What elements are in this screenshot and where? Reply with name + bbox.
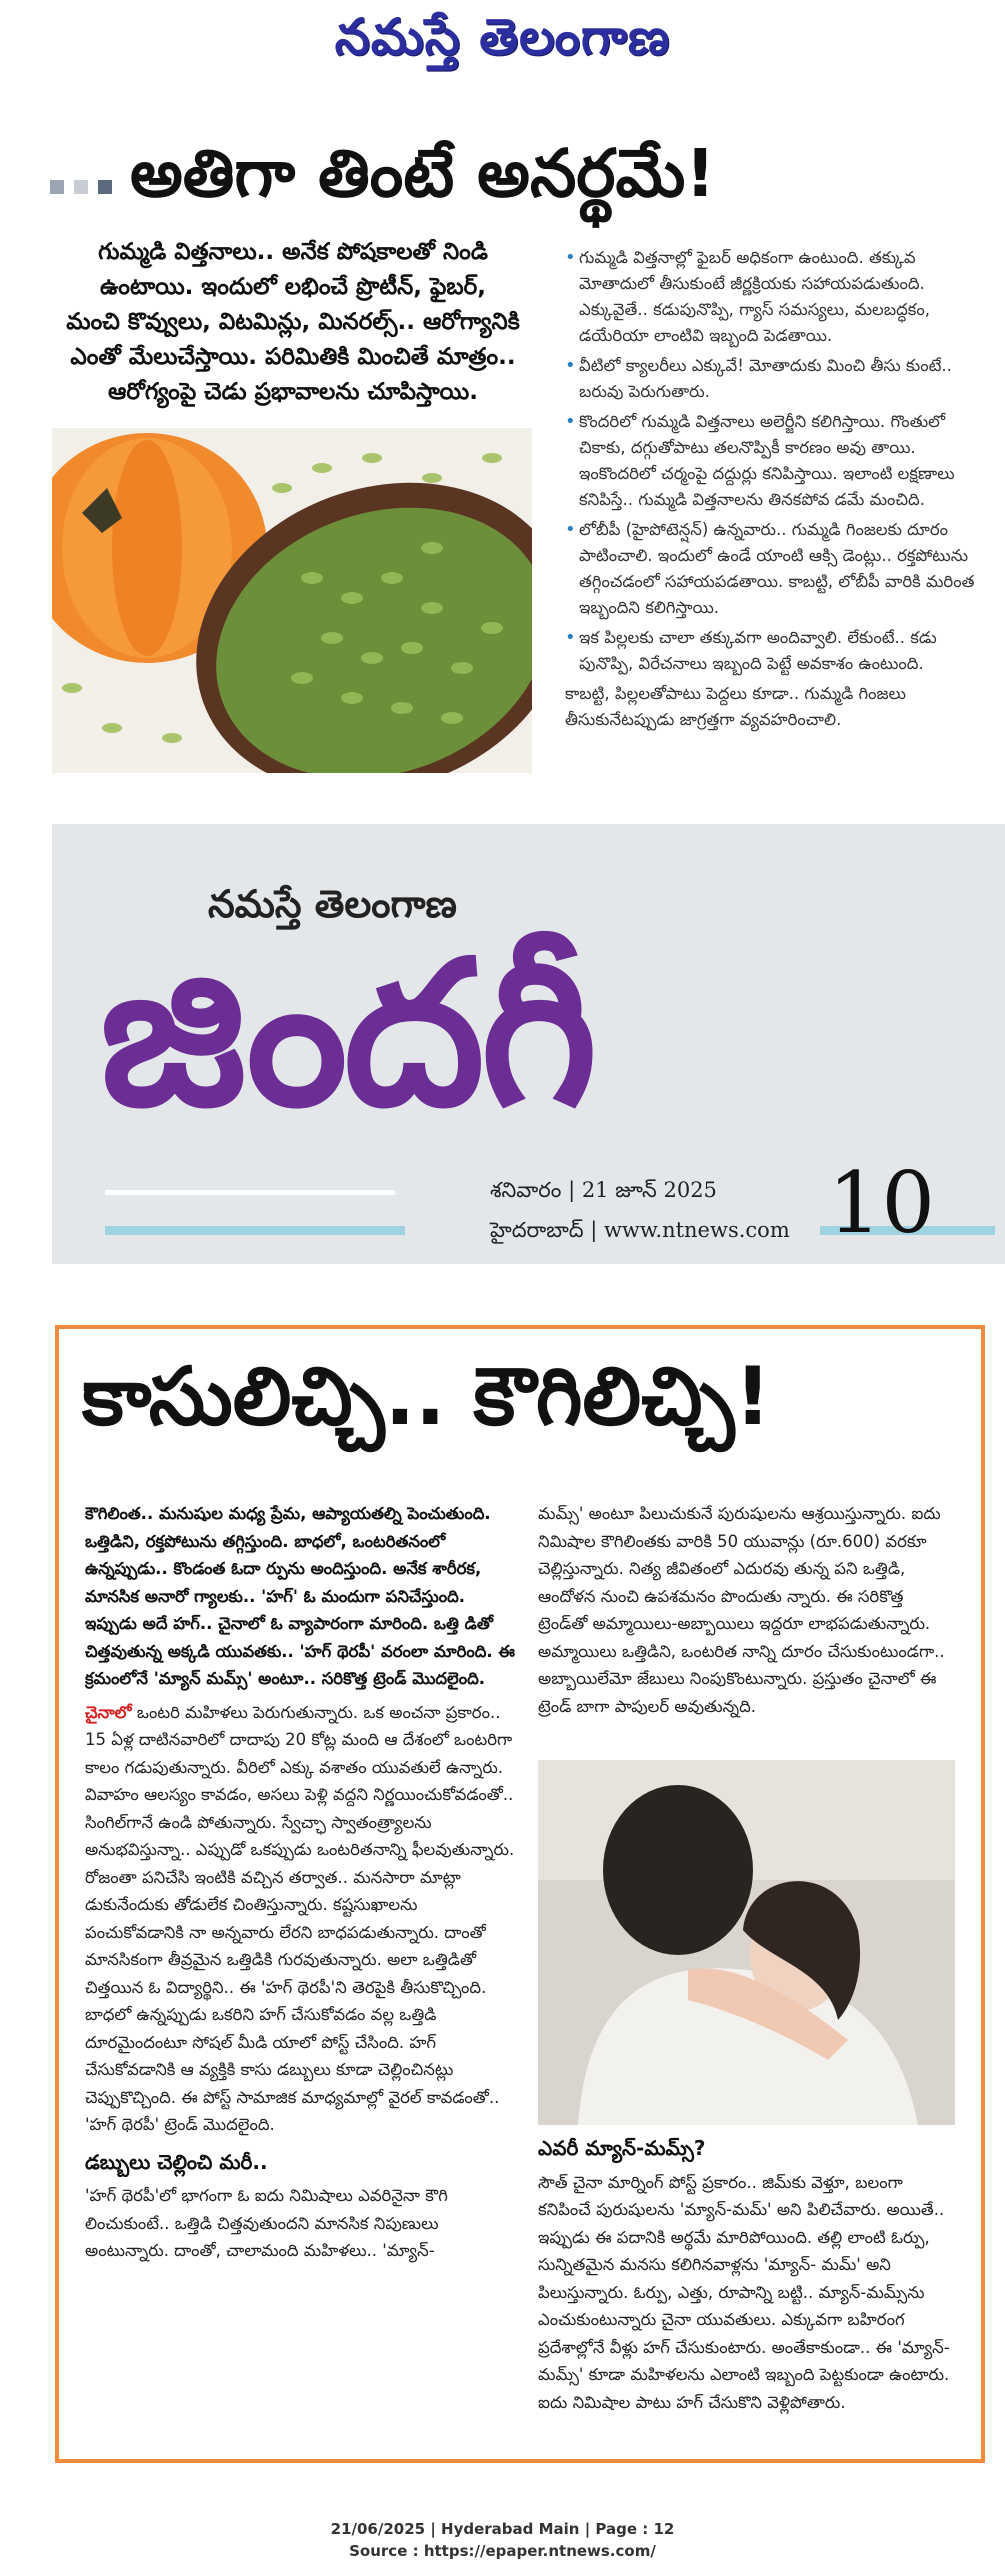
banner-brand: నమస్తే తెలంగాణ xyxy=(208,882,457,926)
banner-title: జిందగీ xyxy=(100,918,594,1151)
article1-intro xyxy=(48,235,538,410)
paragraph-text: ఒంటరి మహిళలు పెరుగుతున్నారు. ఒక అంచనా ప్రకారం.. 15 ఏళ్ల దాటినవారిలో దాదాపు 20 కోట్ల మంది ఆ దేశంలో ఒంటరిగా కాలం గడుపుతున్నారు. వీరిలో ఎక్కు వశాతం యువతులే ఉన్నారు. వివాహం ఆలస్యం కావడం, అసలు పెళ్లి వద్దని నిర్ణయించుకోవడంతో.. సింగిల్‌గానే ఉండి పోతున్నారు. స్వేచ్ఛా స్వాతంత్ర్యాలను అనుభవిస్తున్నా.. ఎప్పుడో ఒకప్పుడు ఒంటరితనాన్ని ఫీలవుతున్నారు. రోజంతా పనిచేసి ఇంటికి వచ్చిన తర్వాత.. మనసారా మాట్లా డుకునేందుకు తోడులేక చింతిస్తున్నారు. కష్టసుఖాలను పంచుకోవడానికి నా అన్నవారు లేరని బాధపడుతున్నారు. దాంతో మానసికంగా తీవ్రమైన ఒత్తిడికి గురవుతున్నారు. అలా ఒత్తిడితో చిత్తయిన ఓ విద్యార్థిని.. ఈ 'హగ్ థెరపీ'ని తెరపైకి తీసుకొచ్చింది. బాధలో ఉన్నప్పుడు ఒకరిని హగ్ చేసుకోవడం వల్ల ఒత్తిడి దూరమైందంటూ సోషల్ మీడి యాలో పోస్ట్ చేసింది. హగ్ చేసుకోవడానికి ఆ వ్యక్తికి కాసు డబ్బులు కూడా చెల్లించినట్లు చెప్పుకొచ్చింది. ఈ పోస్ట్ సామాజిక మాధ్యమాల్లో వైరల్ కావడంతో.. 'హగ్ థెరపీ' ట్రెండ్ మొదలైంది. xyxy=(85,1702,515,2134)
subheading: డబ్బులు చెల్లించి మరీ.. xyxy=(85,2149,268,2174)
lead-word: చైనాలో xyxy=(85,1702,132,1722)
bullet-item: • గుమ్మడి విత్తనాల్లో ఫైబర్ అధికంగా ఉంటుంది. తక్కువ మోతాదులో తీసుకుంటే జీర్ణక్రియకు సహాయపడుతుంది. ఎక్కువైతే.. కడుపునొప్పి, గ్యాస్ సమస్యలు, మలబద్ధకం, డయేరియా లాంటివి ఇబ్బంది పెడతాయి. xyxy=(579,245,995,349)
pumpkin-seeds-photo xyxy=(52,428,532,773)
bullets-tail: కాబట్టి, పిల్లలతోపాటు పెద్దలు కూడా.. గుమ్మడి గింజలు తీసుకునేటప్పుడు జాగ్రత్తగా వ్యవహరించాలి. xyxy=(565,684,907,729)
paragraph: 'హగ్ థెరపీ'లో భాగంగా ఓ ఐదు నిమిషాలు ఎవరినైనా కౌగి లించుకుంటే.. ఒత్తిడి చిత్తవుతుందని మానసిక నిపుణులు అంటున్నారు. దాంతో, చాలామంది మహిళలు.. 'మ్యాన్- xyxy=(85,2186,448,2260)
masthead-title: నమస్తే తెలంగాణ xyxy=(334,8,671,66)
article1-headline: అతిగా తింటే అనర్థమే! xyxy=(130,135,716,212)
bullet-item: • ఇక పిల్లలకు చాలా తక్కువగా అందివ్వాలి. లేకుంటే.. కడు పునొప్పి, విరేచనాలు ఇబ్బంది పెట్టే అవకాశం ఉంటుంది. xyxy=(579,625,995,677)
article1-bullets xyxy=(565,245,995,733)
banner-rule xyxy=(105,1226,405,1235)
banner-page-number: 10 xyxy=(828,1154,935,1252)
decorative-square xyxy=(74,180,88,194)
bullet-item: • వీటిలో క్యాలరీలు ఎక్కువే! మోతాదుకు మించి తీసు కుంటే.. బరువు పెరుగుతారు. xyxy=(579,353,995,405)
banner-rule xyxy=(105,1190,395,1195)
article2-right-column-bottom xyxy=(538,2135,958,2422)
couple-hug-photo xyxy=(538,1760,955,2125)
intro-line: ఉంటాయి. ఇందులో లభించే ప్రొటీన్, ఫైబర్, xyxy=(99,274,487,300)
article2-left-column xyxy=(85,1500,515,2271)
footer-source: Source : https://epaper.ntnews.com/ xyxy=(349,2542,656,2560)
bullet-item: • లోబీపీ (హైపోటెన్షన్) ఉన్నవారు.. గుమ్మడి గింజలకు దూరం పాటించాలి. ఇందులో ఉండే యాంటి ఆక్సి డెంట్లు.. రక్తపోటును తగ్గించడంలో సహాయపడతాయి. కాబట్టి, లోబీపీ వారికి మరింత ఇబ్బందిని కలిగిస్తాయి. xyxy=(579,517,995,621)
decorative-square xyxy=(98,180,112,194)
intro-line: ఆరోగ్యంపై చెడు ప్రభావాలను చూపిస్తాయి. xyxy=(108,379,478,405)
intro-line: ఎంతో మేలుచేస్తాయి. పరిమితికి మించితే మాత్రం.. xyxy=(70,344,516,370)
bullet-item: • కొందరిలో గుమ్మడి విత్తనాలు అలెర్జీని కలిగిస్తాయి. గొంతులో చికాకు, దగ్గుతోపాటు తలనొప్పికీ కారణం అవు తాయి. ఇంకొందరిలో చర్మంపై దద్దుర్లు కనిపిస్తాయి. ఇలాంటి లక్షణాలు కనిపిస్తే.. గుమ్మడి విత్తనాలను తినకపోవ డమే మంచిది. xyxy=(579,409,995,513)
paragraph: సౌత్ చైనా మార్నింగ్ పోస్ట్ ప్రకారం.. జిమ్‌కు వెళ్తూ, బలంగా కనిపించే పురుషులను 'మ్యాన్-మమ్' అని పిలిచేవారు. అయితే.. ఇప్పుడు ఈ పదానికి అర్థమే మారిపోయింది. తల్లి లాంటి ఓర్పు, సున్నితమైన మనసు కలిగినవాళ్లను 'మ్యాన్- మమ్' అని పిలుస్తున్నారు. ఓర్పు, ఎత్తు, రూపాన్ని బట్టి.. మ్యాన్-మమ్స్‌ను ఎంచుకుంటున్నారు చైనా యువతులు. ఎక్కువగా బహిరంగ ప్రదేశాల్లోనే వీళ్లు హగ్ చేసుకుంటారు. అంతేకాకుండా.. ఈ 'మ్యాన్-మమ్స్' కూడా మహిళలను ఎలాంటి ఇబ్బంది పెట్టకుండా ఉంటారు. ఐదు నిమిషాల పాటు హగ్ చేసుకొని వెళ్లిపోతారు. xyxy=(538,2172,950,2412)
paragraph xyxy=(85,1699,515,2139)
article2-headline: కాసులిచ్చి.. కౌగిలిచ్చి! xyxy=(82,1350,772,1443)
intro-line: గుమ్మడి విత్తనాలు.. అనేక పోషకాలతో నిండి xyxy=(98,239,488,265)
paragraph: కౌగిలింత.. మనుషుల మధ్య ప్రేమ, ఆప్యాయతల్ని పెంచుతుంది. ఒత్తిడిని, రక్తపోటును తగ్గిస్తుంది. బాధలో, ఒంటరితనంలో ఉన్నప్పుడు.. కొండంత ఓదా ర్పును అందిస్తుంది. అనేక శారీరక, మానసిక అనారో గ్యాలకు.. 'హగ్' ఓ మందుగా పనిచేస్తుంది. ఇప్పుడు అదే హగ్.. చైనాలో ఓ వ్యాపారంగా మారింది. ఒత్తి డితో చిత్తవుతున్న అక్కడి యువతకు.. 'హగ్ థెరపీ' వరంలా మారింది. ఈ క్రమంలోనే 'మ్యాన్ మమ్స్' అంటూ.. సరికొత్త ట్రెండ్ మొదలైంది. xyxy=(85,1504,515,1688)
intro-line: మంచి కొవ్వులు, విటమిన్లు, మినరల్స్.. ఆరోగ్యానికి xyxy=(66,309,520,335)
decorative-square xyxy=(50,180,64,194)
banner-city: హైదరాబాద్ | www.ntnews.com xyxy=(490,1218,790,1242)
subheading: ఎవరీ మ్యాన్-మమ్స్? xyxy=(538,2136,706,2160)
banner-date: శనివారం | 21 జూన్ 2025 xyxy=(490,1178,717,1202)
paragraph: మమ్స్' అంటూ పిలుచుకునే పురుషులను ఆశ్రయిస్తున్నారు. ఐదు నిమిషాల కౌగిలింతకు వారికి 50 యువాన్లు (రూ.600) వరకూ చెల్లిస్తున్నారు. నిత్య జీవితంలో ఎదురవు తున్న పని ఒత్తిడి, ఆందోళన నుంచి ఉపశమనం పొందుతు న్నారు. ఈ సరికొత్త ట్రెండ్‌తో అమ్మాయిలు-అబ్బాయిలు ఇద్దరూ లాభపడుతున్నారు. అమ్మాయిలు ఒత్తిడిని, ఒంటరిత నాన్ని దూరం చేసుకుంటుండగా.. అబ్బాయిలేమో జేబులు నింపుకొంటున్నారు. ప్రస్తుతం చైనాలో ఈ ట్రెండ్ బాగా పాపులర్ అవుతున్నది. xyxy=(538,1504,945,1716)
footer-dateline: 21/06/2025 | Hyderabad Main | Page : 12 xyxy=(330,2520,675,2538)
masthead xyxy=(0,0,1005,90)
article2-right-column-top xyxy=(538,1500,958,1726)
